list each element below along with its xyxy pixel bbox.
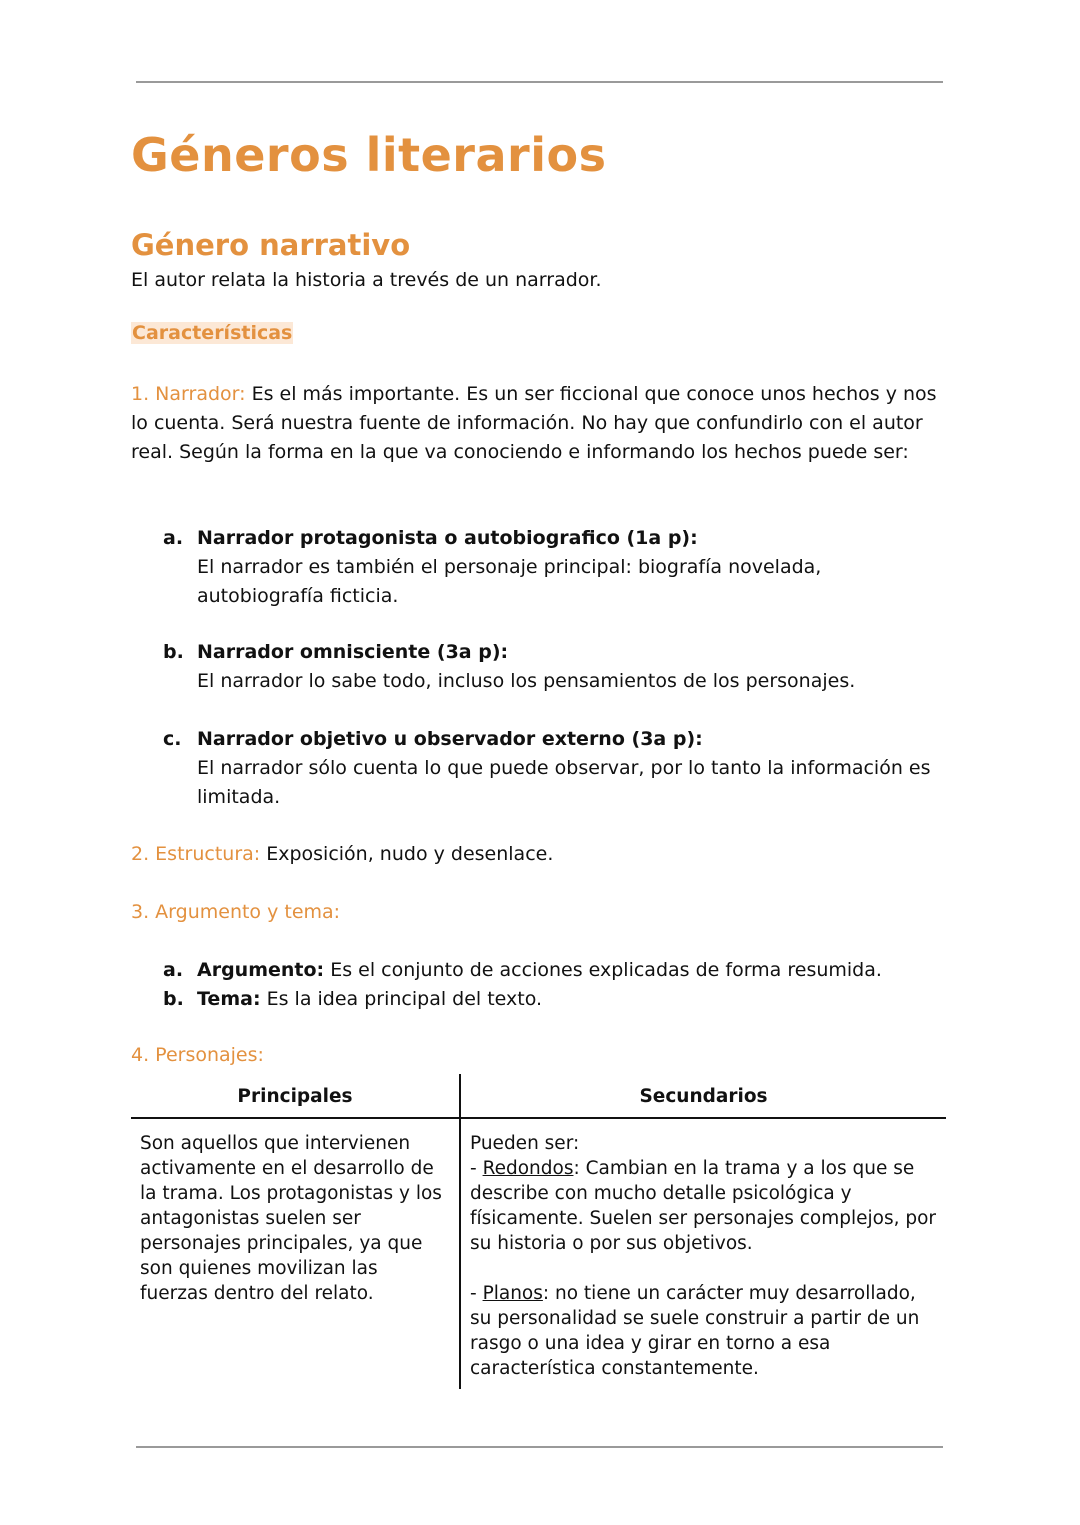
redondos-text: : Cambian en la trama y a los que se describe con mucho detalle psicológica y físicamente. Suelen ser personajes complejos, por su historia o por sus objetivos. — [470, 1158, 937, 1254]
table-row — [131, 1118, 946, 1389]
personajes-label: 4. Personajes: — [131, 1044, 264, 1066]
item-title: Narrador objetivo u observador externo (3a p): — [197, 728, 703, 750]
item-term: Tema: — [197, 988, 261, 1010]
narrador-text: Es el más importante. Es un ser ficcional que conoce unos hechos y nos lo cuenta. Será nuestra fuente de información. No hay que confundirlo con el autor real. Según la forma en la que va conociendo e informando los hechos puede ser: — [131, 383, 937, 463]
list-item — [163, 985, 943, 1014]
narrador-label: 1. Narrador: — [131, 383, 246, 405]
item-title: Narrador protagonista o autobiografico (1a p): — [197, 527, 698, 549]
cell-principales: Son aquellos que intervienen activamente en el desarrollo de la trama. Los protagonistas y los antagonistas suelen ser personajes principales, ya que son quienes movilizan las fuerzas dentro del relato. — [131, 1118, 460, 1389]
page-title: Géneros literarios — [131, 128, 607, 182]
item-title: Narrador omnisciente (3a p): — [197, 641, 509, 663]
item-letter: b. — [163, 641, 184, 663]
secundarios-redondos — [470, 1156, 938, 1256]
item-term: Argumento: — [197, 959, 325, 981]
planos-term: Planos — [482, 1283, 543, 1304]
item-text: Es el conjunto de acciones explicadas de forma resumida. — [330, 959, 882, 981]
characteristics-label — [131, 322, 293, 344]
estructura-line — [131, 840, 946, 869]
secundarios-intro: Pueden ser: — [470, 1133, 580, 1154]
narrador-item-b — [163, 638, 943, 696]
item-text: Es la idea principal del texto. — [266, 988, 543, 1010]
planos-text: : no tiene un carácter muy desarrollado, su personalidad se suele construir a partir de un rasgo o una idea y girar en torno a esa característica constantemente. — [470, 1283, 920, 1379]
narrador-item-a — [163, 524, 943, 611]
characteristics-highlight: Características — [132, 322, 293, 344]
argumento-list — [163, 956, 943, 1014]
argumento-label: 3. Argumento y tema: — [131, 901, 341, 923]
personajes-table — [131, 1074, 946, 1389]
dash: - — [470, 1158, 483, 1179]
item-desc: El narrador lo sabe todo, incluso los pensamientos de los personajes. — [197, 670, 856, 692]
dash: - — [470, 1283, 483, 1304]
item-letter: a. — [163, 527, 184, 549]
estructura-text: Exposición, nudo y desenlace. — [266, 843, 554, 865]
item-letter: a. — [163, 959, 184, 981]
top-divider — [136, 81, 943, 83]
item-desc: El narrador es también el personaje principal: biografía novelada, autobiografía ficticia. — [197, 556, 822, 607]
redondos-term: Redondos — [482, 1158, 574, 1179]
estructura-label: 2. Estructura: — [131, 843, 261, 865]
header-secundarios: Secundarios — [460, 1074, 946, 1118]
bottom-divider — [136, 1446, 943, 1448]
item-letter: c. — [163, 728, 182, 750]
narrador-paragraph — [131, 380, 941, 467]
item-desc: El narrador sólo cuenta lo que puede observar, por lo tanto la información es limitada. — [197, 757, 931, 808]
header-principales: Principales — [131, 1074, 460, 1118]
section-intro: El autor relata la historia a trevés de un narrador. — [131, 269, 602, 291]
cell-secundarios — [460, 1118, 946, 1389]
secundarios-planos — [470, 1281, 938, 1381]
narrador-item-c — [163, 725, 943, 812]
section-heading: Género narrativo — [131, 228, 411, 262]
item-letter: b. — [163, 988, 184, 1010]
list-item — [163, 956, 943, 985]
table-header-row — [131, 1074, 946, 1118]
